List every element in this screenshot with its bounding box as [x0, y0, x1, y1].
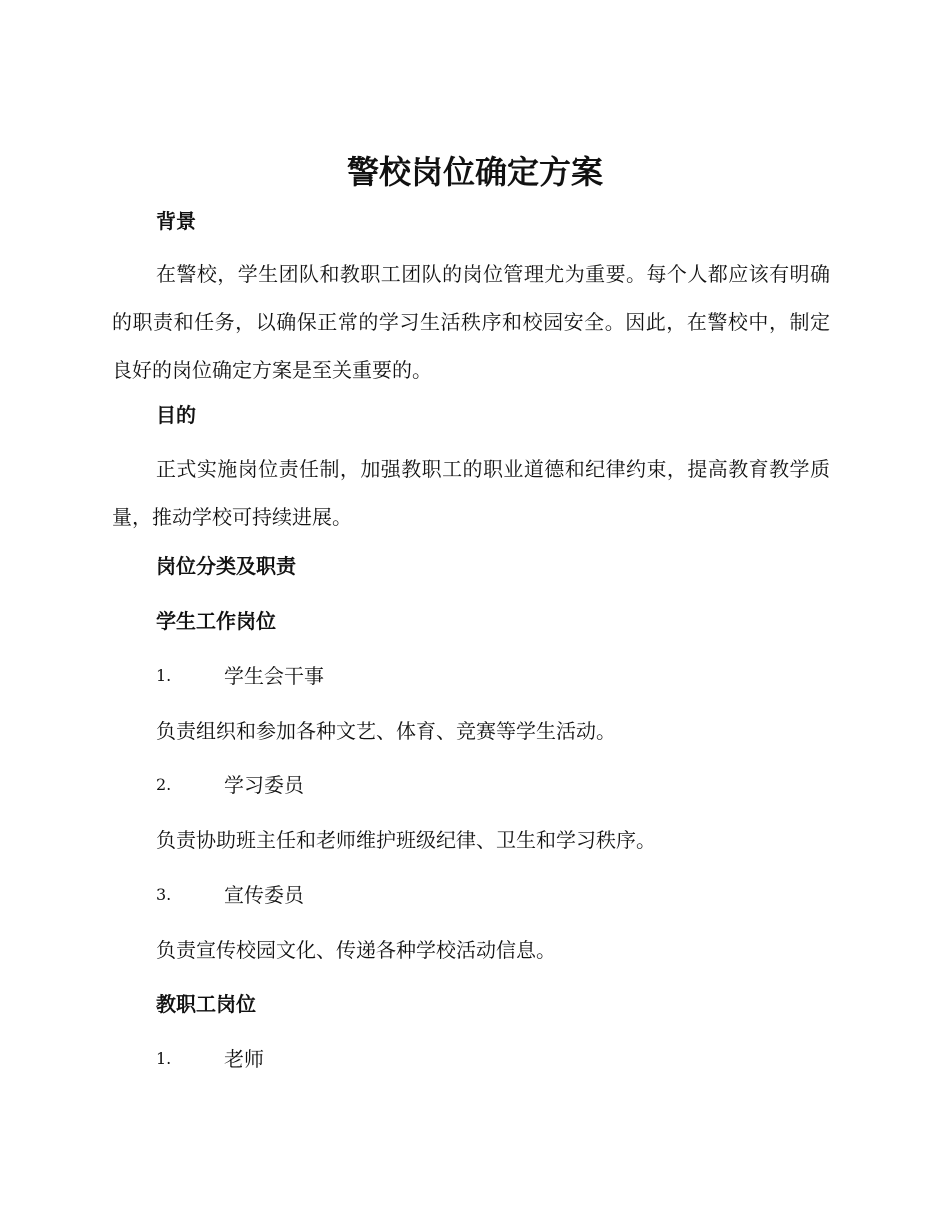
- list-item-description: 负责宣传校园文化、传递各种学校活动信息。: [156, 938, 556, 962]
- list-item-label: 宣传委员: [224, 883, 304, 907]
- list-item-description: 负责协助班主任和老师维护班级纪律、卫生和学习秩序。: [156, 828, 656, 852]
- paragraph-purpose: 正式实施岗位责任制，加强教职工的职业道德和纪律约束，提高教育教学质量，推动学校可持续进展。: [112, 457, 830, 529]
- section-heading-staff-posts: 教职工岗位: [156, 992, 256, 1016]
- list-item-label: 学生会干事: [224, 664, 324, 688]
- paragraph-background: 在警校，学生团队和教职工团队的岗位管理尤为重要。每个人都应该有明确的职责和任务，以确保正常的学习生活秩序和校园安全。因此，在警校中，制定良好的岗位确定方案是至关重要的。: [112, 262, 830, 382]
- section-heading-classification: 岗位分类及职责: [156, 554, 296, 578]
- section-heading-background: 背景: [156, 209, 196, 233]
- section-heading-purpose: 目的: [156, 403, 196, 427]
- list-item-number: 2.: [156, 775, 172, 794]
- section-heading-student-posts: 学生工作岗位: [156, 609, 276, 633]
- list-item-label: 老师: [224, 1047, 264, 1071]
- list-item-number: 1.: [156, 666, 172, 685]
- list-item-description: 负责组织和参加各种文艺、体育、竞赛等学生活动。: [156, 719, 616, 743]
- document-title: 警校岗位确定方案: [346, 153, 603, 191]
- list-item-label: 学习委员: [224, 773, 304, 797]
- list-item-number: 3.: [156, 885, 172, 904]
- list-item-number: 1.: [156, 1049, 172, 1068]
